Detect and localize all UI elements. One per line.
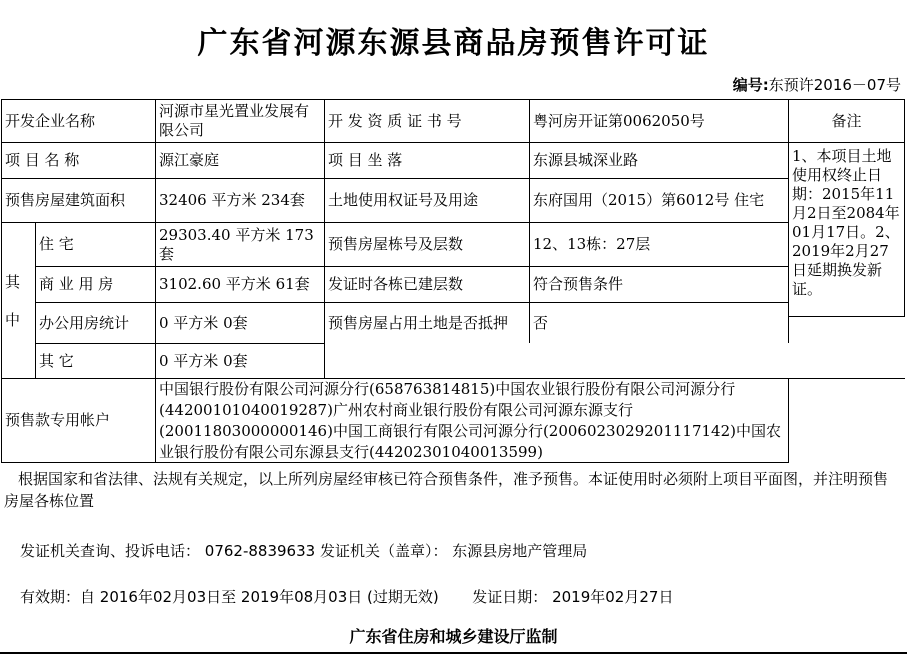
empty-cell bbox=[324, 343, 905, 379]
project-location-value: 东源县城深业路 bbox=[529, 142, 789, 179]
buildings-value: 12、13栋：27层 bbox=[529, 222, 789, 267]
issuing-authority-footer: 广东省住房和城乡建设厅监制 bbox=[349, 627, 558, 646]
issuer-label: 发证机关（盖章）： bbox=[319, 542, 448, 560]
land-cert-label: 土地使用权证号及用途 bbox=[324, 178, 530, 223]
office-value: 0 平方米 0套 bbox=[155, 302, 325, 344]
mortgage-label: 预售房屋占用土地是否抵押 bbox=[324, 302, 530, 344]
project-location-label: 项 目 坐 落 bbox=[324, 142, 530, 179]
residential-value: 29303.40 平方米 173套 bbox=[155, 222, 325, 267]
validity-label: 有效期： bbox=[20, 588, 81, 606]
issuer-name: 东源县房地产管理局 bbox=[452, 542, 588, 560]
developer-label: 开发企业名称 bbox=[1, 99, 156, 143]
validity-value: 自 2016年02月03日至 2019年08月03日 (过期无效) bbox=[80, 588, 439, 606]
phone-label: 发证机关查询、投诉电话： bbox=[20, 542, 201, 560]
mortgage-value: 否 bbox=[529, 302, 789, 344]
issue-date-value: 2019年02月27日 bbox=[552, 588, 674, 606]
presale-area-label: 预售房屋建筑面积 bbox=[1, 178, 156, 223]
land-cert-value: 东府国用（2015）第6012号 住宅 bbox=[529, 178, 789, 223]
project-name-value: 源江豪庭 bbox=[155, 142, 325, 179]
project-name-label: 项 目 名 称 bbox=[1, 142, 156, 179]
contact-line bbox=[20, 540, 587, 561]
presale-area-value: 32406 平方米 234套 bbox=[155, 178, 325, 223]
qualification-value: 粤河房开证第0062050号 bbox=[529, 99, 789, 143]
remarks-label: 备注 bbox=[788, 99, 905, 143]
commercial-value: 3102.60 平方米 61套 bbox=[155, 266, 325, 303]
phone-number: 0762-8839633 bbox=[204, 542, 316, 560]
document-number bbox=[733, 74, 901, 95]
built-floors-value: 符合预售条件 bbox=[529, 266, 789, 303]
other-label: 其 它 bbox=[35, 343, 156, 379]
account-label: 预售款专用帐户 bbox=[1, 378, 156, 463]
other-value: 0 平方米 0套 bbox=[155, 343, 325, 379]
document-number-label: 编号: bbox=[732, 76, 769, 94]
remarks-value: 1、本项目土地使用权终止日期：2015年11月2日至2084年01月17日。2、2019年2月27日延期换发新证。 bbox=[788, 142, 905, 317]
qualification-label: 开 发 资 质 证 书 号 bbox=[324, 99, 530, 143]
document-number-value: 东预许2016－07号 bbox=[768, 76, 901, 94]
issue-date-label: 发证日期： bbox=[472, 588, 548, 606]
built-floors-label: 发证时各栋已建层数 bbox=[324, 266, 530, 303]
certificate-title: 广东省河源东源县商品房预售许可证 bbox=[197, 26, 710, 61]
developer-value: 河源市星光置业发展有限公司 bbox=[155, 99, 325, 143]
buildings-label: 预售房屋栋号及层数 bbox=[324, 222, 530, 267]
bottom-rule bbox=[0, 652, 907, 654]
validity-line bbox=[20, 586, 673, 607]
office-label: 办公用房统计 bbox=[35, 302, 156, 344]
legal-note: 根据国家和省法律、法规有关规定，以上所列房屋经审核已符合预售条件，准予预售。本证使用时必须附上项目平面图，并注明预售房屋各栋位置 bbox=[4, 470, 889, 510]
account-value: 中国银行股份有限公司河源分行(658763814815)中国农业银行股份有限公司河源分行(44200101040019287)广州农村商业银行股份有限公司河源东源支行(20011803000000146)中国工商银行有限公司河源分行(2006023029201117142)中国农业银行股份有限公司东源县支行(44202301040013599) bbox=[155, 378, 789, 463]
commercial-label: 商 业 用 房 bbox=[35, 266, 156, 303]
certificate-table bbox=[1, 99, 905, 463]
of-which-label: 其中 bbox=[1, 222, 36, 379]
residential-label: 住 宅 bbox=[35, 222, 156, 267]
